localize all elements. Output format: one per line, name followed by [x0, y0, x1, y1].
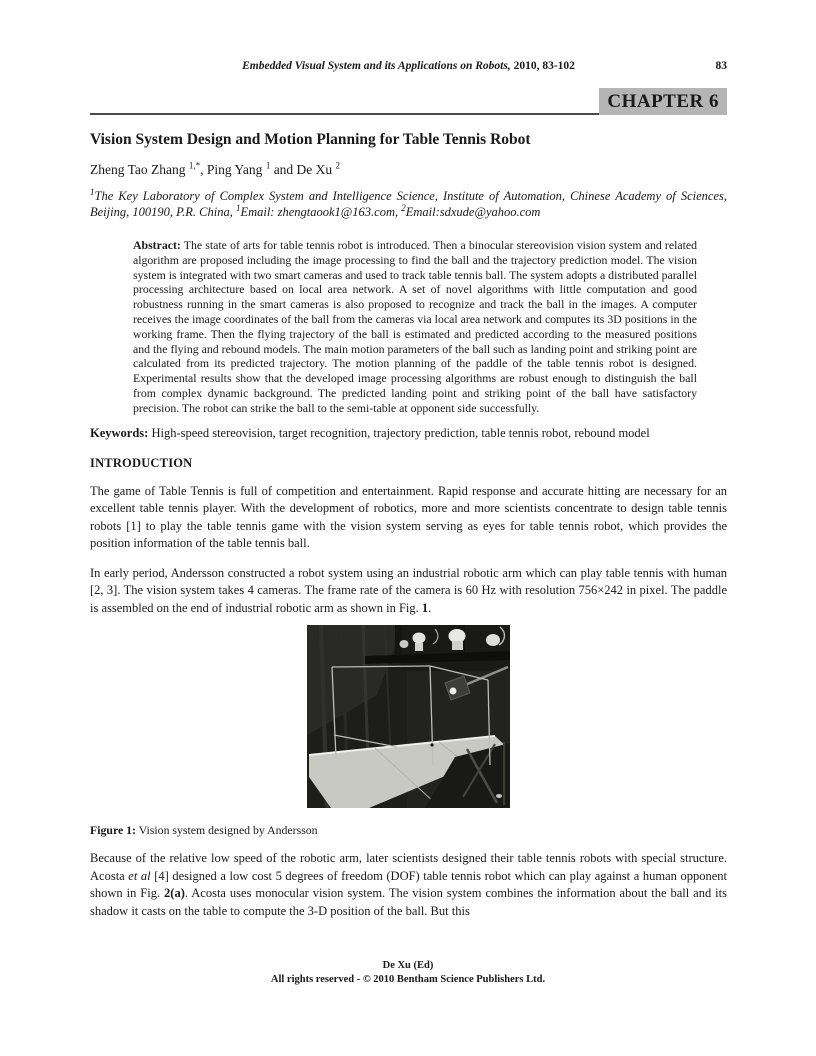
author-line — [90, 162, 727, 178]
figure-1-reference: 1 — [421, 600, 429, 615]
intro-paragraph-3-text-1: Because of the relative low speed of the robotic arm, later scientists designed their table tennis robots with special structure. Acosta — [90, 851, 727, 883]
chapter-label: CHAPTER 6 — [599, 88, 727, 115]
page-content — [90, 0, 727, 920]
page-footer — [0, 959, 816, 987]
email-1: Email: zhengtaook1@163.com, — [240, 204, 402, 219]
author-1-name: Zheng Tao Zhang — [90, 162, 189, 177]
running-title: Embedded Visual System and its Applications on Robots, — [242, 60, 511, 72]
intro-paragraph-3 — [90, 850, 727, 920]
abstract-label: Abstract: — [133, 238, 181, 252]
author-3-name: and De Xu — [270, 162, 336, 177]
intro-paragraph-3-text-3: . Acosta uses monocular vision system. The vision system combines the information about the ball and its shadow it casts on the table to compute the 3-D position of the ball. But this — [90, 886, 727, 918]
intro-paragraph-2-text: In early period, Andersson constructed a robot system using an industrial robotic arm which can play table tennis with human [2, 3]. The vision system takes 4 cameras. The frame rate of the camera is 60 Hz with resolution 756×242 in pixel. The paddle is assembled on the end of industrial robotic arm as shown in Fig. — [90, 565, 727, 615]
figure-2a-reference: 2(a) — [164, 886, 185, 901]
affiliation-text: The Key Laboratory of Complex System and Intelligence Science, Institute of Automation, Chinese Academy of Sciences, Beijing, 100190, P.R. China, — [90, 189, 727, 219]
et-al-italic: et al — [128, 868, 151, 883]
footer-editor-line: De Xu (Ed) — [382, 960, 434, 971]
section-heading-introduction: INTRODUCTION — [90, 455, 193, 470]
figure-1-caption-label: Figure 1: — [90, 823, 136, 838]
figure-1-caption — [90, 823, 727, 838]
figure-1-photo-svg — [307, 625, 510, 808]
article-title: Vision System Design and Motion Planning for Table Tennis Robot — [90, 131, 531, 148]
intro-paragraph-2 — [90, 565, 727, 618]
figure-1-photo — [307, 625, 510, 808]
affiliation-marker-1: 1 — [90, 186, 95, 197]
author-1-affil-marker: 1,* — [188, 160, 201, 171]
email-2: Email:sdxude@yahoo.com — [405, 204, 541, 219]
keywords-label: Keywords: — [90, 425, 149, 440]
email-marker-1: 1 — [235, 202, 241, 213]
figure-1-container — [90, 625, 727, 813]
running-title-info: 2010, 83-102 — [510, 60, 575, 72]
intro-paragraph-1: The game of Table Tennis is full of competition and entertainment. Rapid response and accurate hitting are necessary for an excellent table tennis player. With the development of robotics, more and more scientists concentrate to design table tennis robots [1] to play the table tennis game with the vision system serving as eyes for table tennis robot, which provides the position information of the table tennis ball. — [90, 483, 727, 551]
keywords-text: High-speed stereovision, target recognition, trajectory prediction, table tennis robot, rebound model — [148, 425, 650, 440]
keywords-line — [90, 426, 727, 441]
abstract-paragraph — [133, 238, 697, 416]
figure-1-caption-text: Vision system designed by Andersson — [135, 823, 318, 838]
email-marker-2: 2 — [401, 202, 406, 213]
abstract-text: The state of arts for table tennis robot is introduced. Then a binocular stereovision vision system and related algorithm are proposed including the image processing to find the ball and the trajectory prediction model. The vision system is integrated with two smart cameras and used to track table tennis ball. The system adopts a distributed parallel processing architecture based on local area network. A set of novel algorithms with little computation and good robustness running in the smart cameras is also proposed to recognize and track the ball in the images. A computer receives the image coordinates of the ball from the cameras via local area network and computes its 3D positions in the working frame. Then the flying trajectory of the ball is estimated and predicted according to the measured positions and the flying and rebound models. The main motion parameters of the ball such as landing point and striking point are calculated from its predicted trajectory. The motion planning of the paddle of the table tennis robot is designed. Experimental results show that the developed image processing algorithms are robust enough to distinguish the ball from complex dynamic background. The predicted landing point and striking point of the ball have satisfactory precision. The robot can strike the ball to the semi-table at opponent side successfully. — [133, 238, 697, 415]
author-2-affil-marker: 1 — [265, 160, 271, 171]
running-header — [90, 0, 727, 76]
chapter-banner — [90, 88, 727, 115]
author-2-name: , Ping Yang — [200, 162, 266, 177]
page-number: 83 — [715, 60, 727, 72]
affiliation-line — [90, 186, 727, 220]
intro-paragraph-3-text-2: [4] designed a low cost 5 degrees of freedom (DOF) table tennis robot which can play against a human opponent shown in Fig. — [90, 868, 727, 901]
intro-paragraph-2-end: . — [428, 600, 432, 615]
author-3-affil-marker: 2 — [335, 160, 341, 171]
footer-copyright-line: All rights reserved - © 2010 Bentham Science Publishers Ltd. — [270, 974, 546, 985]
